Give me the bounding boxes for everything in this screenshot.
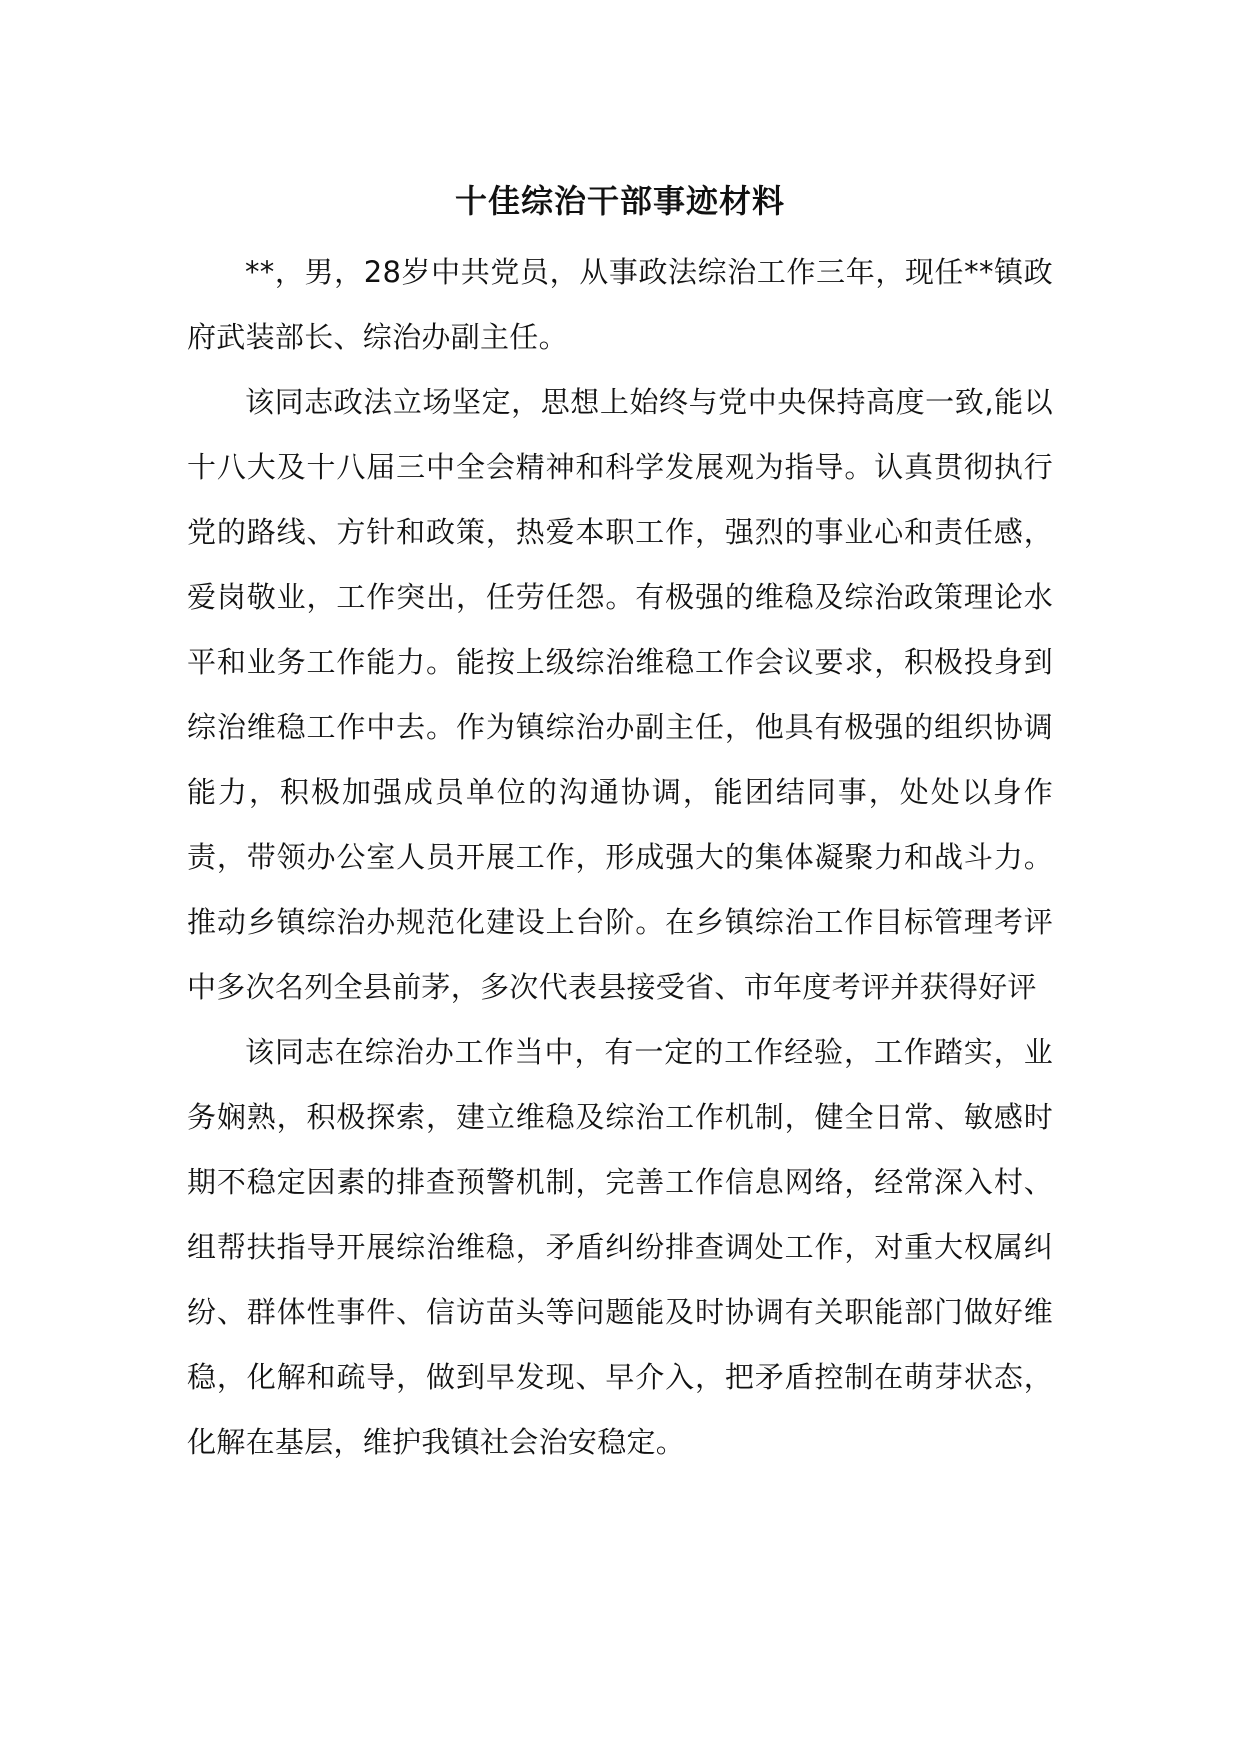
paragraph-work-experience: 该同志在综治办工作当中，有一定的工作经验，工作踏实，业务娴熟，积极探索，建立维稳及综治工作机制，健全日常、敏感时期不稳定因素的排查预警机制，完善工作信息网络，经常深入村、组帮扶指导开展综治维稳，矛盾纠纷排查调处工作，对重大权属纠纷、群体性事件、信访苗头等问题能及时协调有关职能部门做好维稳，化解和疏导，做到早发现、早介入，把矛盾控制在萌芽状态，化解在基层，维护我镇社会治安稳定。 — [187, 1035, 1053, 1459]
document-body — [187, 240, 1053, 1475]
paragraph-intro: **，男，28岁中共党员，从事政法综治工作三年，现任**镇政府武装部长、综治办副主任。 — [187, 255, 1053, 354]
document-title: 十佳综治干部事迹材料 — [454, 182, 785, 220]
paragraph-political-stance: 该同志政法立场坚定，思想上始终与党中央保持高度一致,能以十八大及十八届三中全会精神和科学发展观为指导。认真贯彻执行党的路线、方针和政策，热爱本职工作，强烈的事业心和责任感，爱岗敬业，工作突出，任劳任怨。有极强的维稳及综治政策理论水平和业务工作能力。能按上级综治维稳工作会议要求，积极投身到综治维稳工作中去。作为镇综治办副主任，他具有极强的组织协调能力，积极加强成员单位的沟通协调，能团结同事，处处以身作责，带领办公室人员开展工作，形成强大的集体凝聚力和战斗力。推动乡镇综治办规范化建设上台阶。在乡镇综治工作目标管理考评中多次名列全县前茅，多次代表县接受省、市年度考评并获得好评 — [187, 385, 1053, 1004]
